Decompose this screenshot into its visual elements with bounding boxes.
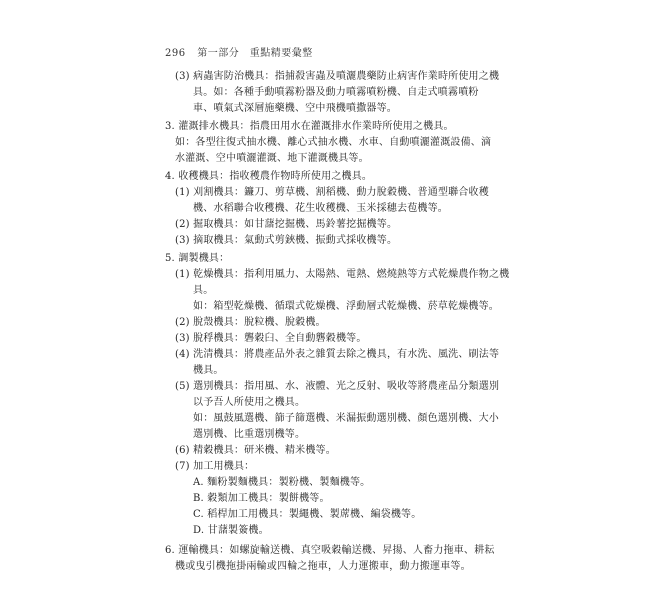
page-number: 296 [165,48,186,59]
header-title: 第一部分 重點精要彙整 [197,48,313,59]
text-line: D. 甘藷製簽機。 [193,525,269,536]
text-line: (2) 掘取機具：如甘藷挖掘機、馬鈴薯挖掘機等。 [175,219,398,230]
text-line: (7) 加工用機具： [175,461,255,472]
text-line: 如：風鼓風選機、篩子篩選機、米漏振動選別機、顏色選別機、大小 [193,413,499,424]
text-line: A. 麵粉製麵機具：製粉機、製麵機等。 [193,477,371,488]
text-line: 機、水稻聯合收穫機、花生收穫機、玉米採穗去苞機等。 [193,203,448,214]
text-line: (3) 摘取機具：氣動式剪鋏機、振動式採收機等。 [175,235,398,246]
page-header [165,44,313,59]
text-line: (1) 乾燥機具：指利用風力、太陽熱、電熱、燃燒熱等方式乾燥農作物之機 [175,269,510,280]
text-line: 6. 運輸機具：如螺旋輸送機、真空吸穀輸送機、昇揚、人畜力拖車、耕耘 [165,545,495,556]
text-line: 具。如：各種手動噴霧粉器及動力噴霧噴粉機、自走式噴霧噴粉 [193,87,479,98]
text-line: 5. 調製機具： [165,253,230,264]
text-line: 3. 灌溉排水機具：指農田用水在灌溉排水作業時所使用之機具。 [165,121,454,132]
text-line: (5) 選別機具：指用風、水、液體、光之反射、吸收等將農產品分類選別 [175,381,500,392]
text-line: B. 穀類加工機具：製餅機等。 [193,493,330,504]
text-line: 機或曳引機拖掛兩輪或四輪之拖車，人力運搬車，動力搬運車等。 [175,561,471,572]
text-line: 如：各型往復式抽水機、離心式抽水機、水車、自動噴灑灌溉設備、滴 [175,137,492,148]
text-line: 4. 收穫機具：指收穫農作物時所使用之機具。 [165,171,373,182]
text-line: 車、噴氣式深層施藥機、空中飛機噴撒器等。 [193,103,397,114]
text-line: (4) 洗清機具：將農產品外表之雜質去除之機具，有水洗、風洗、刷法等 [175,349,500,360]
text-line: (1) 刈割機具：鐮刀、剪草機、割稻機、動力脫穀機、普通型聯合收穫 [175,187,489,198]
text-line: 具。 [193,285,214,296]
text-line: 選別機、比重選別機等。 [193,429,306,440]
text-line: C. 稻桿加工用機具：製繩機、製蓆機、編袋機等。 [193,509,422,520]
text-line: (3) 病蟲害防治機具：指捕殺害蟲及噴灑農藥防止病害作業時所使用之機 [175,71,500,82]
text-line: (6) 精穀機具：研米機、精米機等。 [175,445,336,456]
text-line: (3) 脫稃機具：礱穀臼、全自動礱穀機等。 [175,333,367,344]
text-line: (2) 脫殼機具：脫粒機、脫穀機。 [175,317,326,328]
text-line: 水灌溉、空中噴灑灌溉、地下灌溉機具等。 [175,153,369,164]
text-line: 以予吾人所使用之機具。 [193,397,306,408]
text-line: 機具。 [193,365,224,376]
text-line: 如：箱型乾燥機、循環式乾燥機、浮動層式乾燥機、菸草乾燥機等。 [193,301,499,312]
